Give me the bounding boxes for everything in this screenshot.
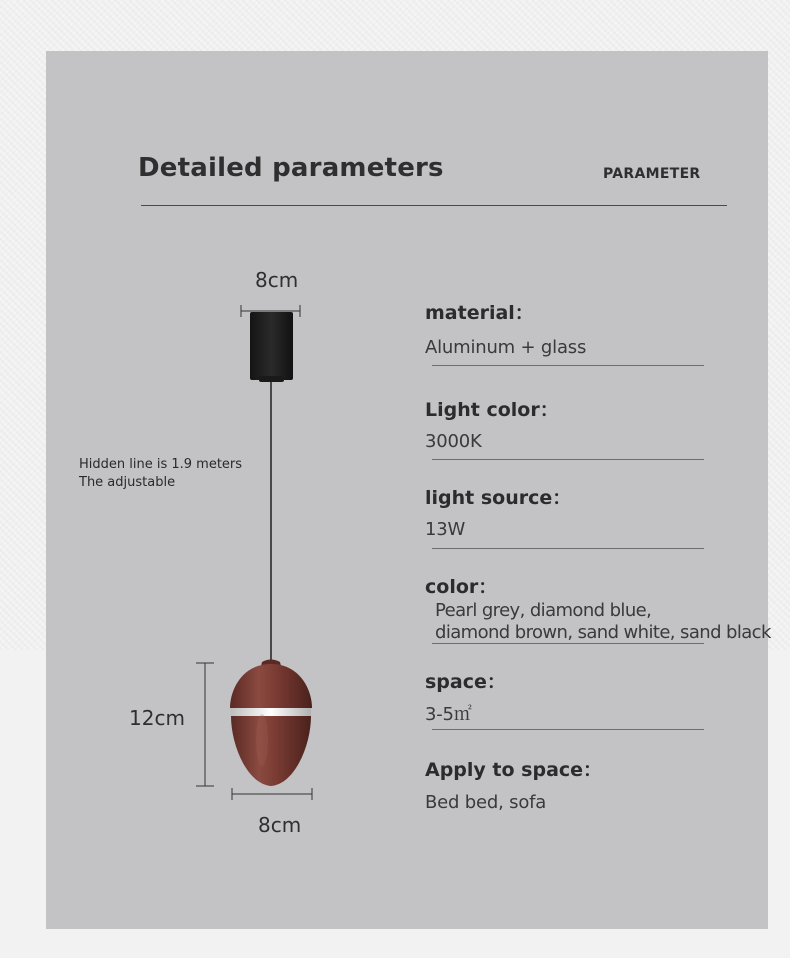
light-source-label: light source： [425,487,572,509]
apply-space-value: Bed bed, sofa [425,792,547,813]
material-value: Aluminum + glass [425,337,587,358]
ceiling-canopy [250,312,293,382]
color-values [435,600,771,644]
material-label: material： [425,302,534,324]
bottom-width-label: 8cm [258,813,302,837]
light-color-value: 3000K [425,431,482,452]
page-title: Detailed parameters [138,153,444,183]
top-width-label: 8cm [255,268,299,292]
color-divider [432,643,704,644]
space-label: space： [425,671,506,693]
material-divider [432,365,704,366]
space-value: 3-5㎡ [425,704,472,725]
space-divider [432,729,704,730]
color-label: color： [425,576,498,598]
light-source-divider [432,548,704,549]
height-dimension [196,663,214,786]
color-value-line-2: diamond brown, sand white, sand black [435,622,771,643]
cord-length-note [79,456,242,492]
color-value-line-1: Pearl grey, diamond blue, [435,600,652,621]
light-source-value: 13W [425,519,466,540]
section-tag: PARAMETER [603,166,701,182]
light-color-divider [432,459,704,460]
cord-note-line-1: Hidden line is 1.9 meters [79,457,243,472]
apply-space-label: Apply to space： [425,759,603,781]
height-label: 12cm [129,706,185,730]
bottom-width-dimension [232,788,312,800]
cord-note-line-2: The adjustable [79,475,176,490]
light-color-label: Light color： [425,399,559,421]
pendant-shade [230,660,312,787]
